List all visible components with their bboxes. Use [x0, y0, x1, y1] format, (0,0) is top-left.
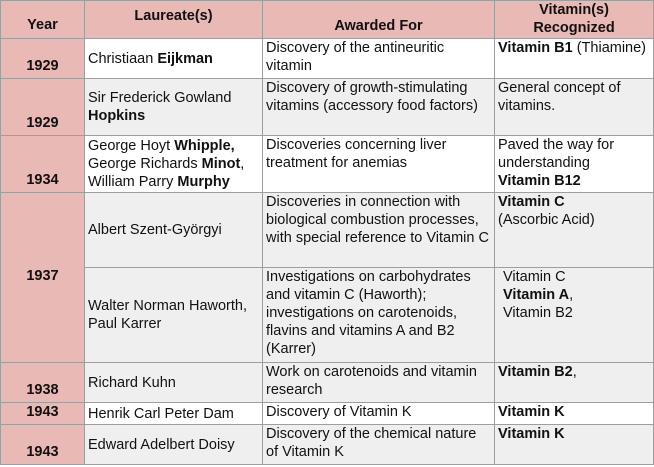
laureate-surname: Eijkman [157, 50, 213, 67]
header-vitamins-line1: Vitamin(s) [539, 2, 609, 18]
header-awarded-for: Awarded For [263, 1, 495, 39]
vitamin-cell [495, 363, 654, 403]
vitamin-name: Vitamin K [498, 404, 565, 420]
laureate-surname: Minot [201, 156, 241, 172]
table-row [1, 193, 654, 268]
vitamin-name: Vitamin A [503, 287, 570, 303]
year-cell: 1943 [1, 403, 85, 425]
vitamin-name: Vitamin B1 [498, 40, 573, 56]
table-row [1, 403, 654, 425]
laureate-cell: Walter Norman Haworth, Paul Karrer [85, 268, 263, 363]
vitamin-cell [495, 268, 654, 363]
awarded-for-cell: Discovery of growth-stimulating vitamins (accessory food factors) [263, 79, 495, 136]
year-cell: 1934 [1, 136, 85, 193]
laureate-surname: Whipple, [174, 138, 235, 154]
table-row [1, 268, 654, 363]
table-row [1, 425, 654, 465]
vitamin-cell [495, 39, 654, 79]
vitamin-note: Paved the way for understanding [498, 137, 615, 171]
separator: , [240, 156, 245, 172]
laureate-name: William Parry [88, 174, 178, 190]
year-cell: 1943 [1, 425, 85, 465]
vitamin-note: (Ascorbic Acid) [498, 212, 595, 228]
laureate-cell: Henrik Carl Peter Dam [85, 403, 263, 425]
laureate-name: George Richards [88, 156, 202, 172]
laureate-cell [85, 39, 263, 79]
laureate-surname: Hopkins [88, 108, 146, 124]
vitamin-name: Vitamin C [503, 269, 566, 285]
header-vitamins [495, 1, 654, 39]
header-laureates: Laureate(s) [85, 1, 263, 39]
laureate-name: Christiaan [88, 50, 158, 67]
laureate-cell [85, 79, 263, 136]
vitamin-name: Vitamin B12 [498, 173, 581, 189]
laureate-surname: Murphy [177, 174, 230, 190]
awarded-for-cell: Work on carotenoids and vitamin research [263, 363, 495, 403]
separator: , [572, 364, 577, 380]
separator: , [569, 287, 574, 303]
vitamin-name: Vitamin B2 [498, 364, 573, 380]
vitamin-note: (Thiamine) [572, 40, 647, 56]
vitamin-name: Vitamin C [498, 194, 565, 210]
awarded-for-cell: Discoveries concerning liver treatment for anemias [263, 136, 495, 193]
awarded-for-cell: Discovery of the chemical nature of Vitamin K [263, 425, 495, 465]
vitamin-cell [495, 425, 654, 465]
year-cell: 1929 [1, 79, 85, 136]
laureate-cell: Edward Adelbert Doisy [85, 425, 263, 465]
year-cell: 1938 [1, 363, 85, 403]
laureate-cell: Albert Szent-Györgyi [85, 193, 263, 268]
laureate-cell: Richard Kuhn [85, 363, 263, 403]
header-vitamins-line2: Recognized [533, 20, 615, 36]
awarded-for-cell: Investigations on carbohydrates and vitamin C (Haworth); investigations on carotenoids, flavins and vitamins A and B2 (Karrer) [263, 268, 495, 363]
awarded-for-cell: Discovery of Vitamin K [263, 403, 495, 425]
vitamin-cell [495, 193, 654, 268]
laureate-cell [85, 136, 263, 193]
vitamin-cell [495, 136, 654, 193]
table-row [1, 363, 654, 403]
awarded-for-cell: Discovery of the antineuritic vitamin [263, 39, 495, 79]
vitamin-cell [495, 403, 654, 425]
vitamin-name: Vitamin B2 [503, 305, 573, 321]
table-row [1, 79, 654, 136]
year-cell: 1937 [1, 193, 85, 363]
laureate-name: Sir Frederick Gowland [88, 90, 232, 106]
laureate-name: George Hoyt [88, 138, 175, 154]
vitamin-cell: General concept of vitamins. [495, 79, 654, 136]
awarded-for-cell: Discoveries in connection with biological combustion processes, with special reference to Vitamin C [263, 193, 495, 268]
vitamin-name: Vitamin K [498, 426, 565, 442]
year-cell: 1929 [1, 39, 85, 79]
header-year: Year [1, 1, 85, 39]
table-row [1, 39, 654, 79]
table-row [1, 136, 654, 193]
